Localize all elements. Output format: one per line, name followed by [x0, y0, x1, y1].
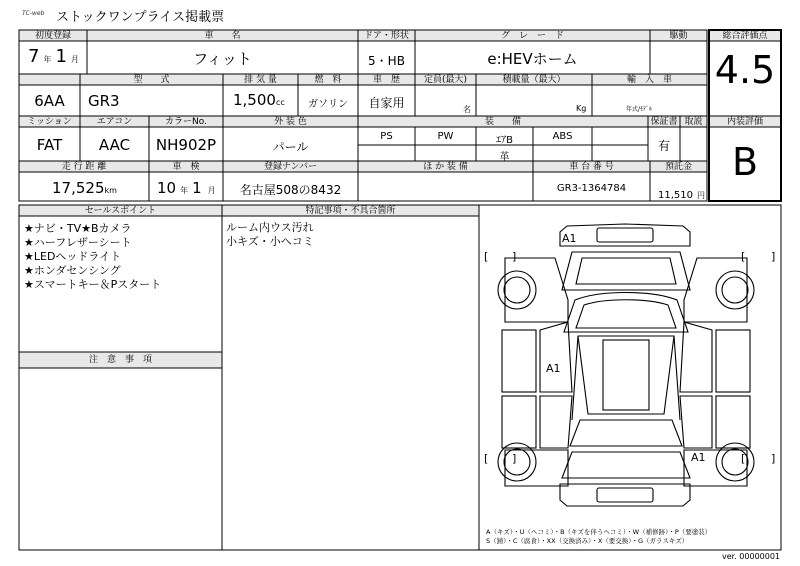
aircon-value: AAC [98, 136, 131, 154]
label-import: 輸 入 車 [626, 75, 672, 85]
damage-mark-rear: A1 [691, 451, 706, 464]
bracket-close: ] [771, 250, 776, 263]
bracket-open: [ [741, 452, 746, 465]
label-deposit: 預託金 [664, 162, 692, 172]
notes-list [226, 221, 314, 249]
damage-mark-front: A1 [562, 232, 577, 245]
label-load: 積載量（最大） [502, 75, 566, 85]
bracket-open: [ [741, 250, 746, 263]
label-doors: ドア・形状 [364, 31, 409, 41]
equip-head-abs: ABS [552, 131, 573, 142]
label-other-equip: ほ か 装 備 [423, 162, 468, 172]
fuel-value: ガソリン [308, 99, 348, 110]
equip-head-pw: PW [437, 131, 454, 142]
selling-points-list [24, 222, 161, 292]
equip-head-airbag: ｴｱB [496, 135, 513, 146]
list-item: ★LEDヘッドライト [24, 250, 122, 263]
car-name: フィット [193, 50, 252, 68]
car-diagram [498, 224, 754, 506]
deposit-value: 11,510 円 [658, 190, 705, 201]
label-car-name: 車 名 [204, 31, 241, 41]
inspection-value: 10 年 1 月 [157, 179, 216, 197]
label-color-no: カラーNo. [165, 117, 207, 127]
mileage-value: 17,525km [52, 179, 117, 197]
bracket-close: ] [512, 250, 517, 263]
bracket-close: ] [771, 452, 776, 465]
mission-value: FAT [36, 136, 63, 154]
list-item: ★ナビ・TV★Bカメラ [24, 222, 132, 235]
load-unit: Kg [576, 104, 587, 113]
equip-val-airbag: 革 [499, 152, 510, 163]
plate-value: 名古屋508の8432 [239, 183, 342, 197]
color-no-value: NH902P [155, 136, 217, 154]
list-item: ルーム内ウス汚れ [226, 221, 314, 234]
usage-value: 自家用 [368, 96, 405, 110]
label-first-reg: 初度登録 [34, 31, 71, 41]
damage-mark-left: A1 [546, 362, 561, 375]
label-warranty: 保証書 [650, 117, 678, 127]
caution-title: 注 意 事 項 [88, 355, 152, 365]
displacement-value: 1,500cc [233, 91, 285, 109]
notes-title: 特記事項・不具合箇所 [305, 206, 396, 216]
label-inspection: 車 検 [172, 162, 200, 172]
label-interior-score: 内装評価 [726, 117, 763, 127]
damage-legend: A（キズ）・U（ヘコミ）・B（キズを伴うヘコミ）・W（補修跡）・P（要塗装） S（錆）・C（腐食）・XX（交換済み）・X（要交換）・G（ガラスキズ） [486, 528, 712, 545]
interior-score-value: B [731, 140, 759, 184]
label-color: 外 装 色 [274, 117, 307, 127]
list-item: ★スマートキー＆Pスタート [24, 278, 162, 291]
color-value: パール [272, 140, 309, 154]
label-displacement: 排 気 量 [244, 75, 277, 85]
label-capacity: 定員(最大) [423, 75, 468, 85]
import-note: 年式/ﾓﾃﾞﾙ [626, 106, 653, 113]
label-fuel: 燃 料 [314, 75, 342, 85]
chassis-value: GR3-1364784 [556, 183, 627, 194]
version-label: ver. 00000001 [722, 552, 781, 561]
logo: TC-web [22, 10, 45, 17]
label-type: 型 式 [133, 75, 170, 85]
warranty-value: 有 [657, 139, 670, 153]
type-prefix: 6AA [34, 92, 65, 110]
total-score-value: 4.5 [714, 48, 776, 92]
type-value: GR3 [88, 92, 120, 110]
label-mission: ミッション [27, 117, 72, 127]
page-title: ストックワンプライス掲載票 [56, 10, 225, 25]
bracket-open: [ [484, 452, 489, 465]
label-grade: グ レ ー ド [500, 31, 564, 41]
label-chassis: 車 台 番 号 [569, 162, 614, 172]
label-equipment: 装 備 [484, 117, 521, 127]
bracket-open: [ [484, 250, 489, 263]
list-item: 小キズ・小ヘコミ [226, 235, 314, 248]
label-drive: 駆動 [669, 31, 688, 41]
label-manual: 取説 [684, 117, 703, 127]
list-item: ★ハーフレザーシート [24, 236, 132, 249]
selling-points-title: セールスポイント [84, 206, 157, 216]
doors-value: 5・HB [368, 54, 405, 68]
label-total-score: 総合評価点 [722, 31, 768, 41]
equip-head-ps: PS [380, 131, 393, 142]
label-mileage: 走 行 距 離 [61, 162, 107, 172]
bracket-close: ] [512, 452, 517, 465]
capacity-unit: 名 [463, 105, 471, 114]
grade-value: e:HEVホーム [487, 50, 578, 68]
label-plate: 登録ナンバー [264, 162, 317, 172]
list-item: ★ホンダセンシング [24, 264, 121, 277]
label-usage: 車 歴 [372, 75, 400, 85]
first-reg-year: 7 年 1 月 [28, 46, 79, 67]
label-aircon: エアコン [96, 117, 133, 127]
